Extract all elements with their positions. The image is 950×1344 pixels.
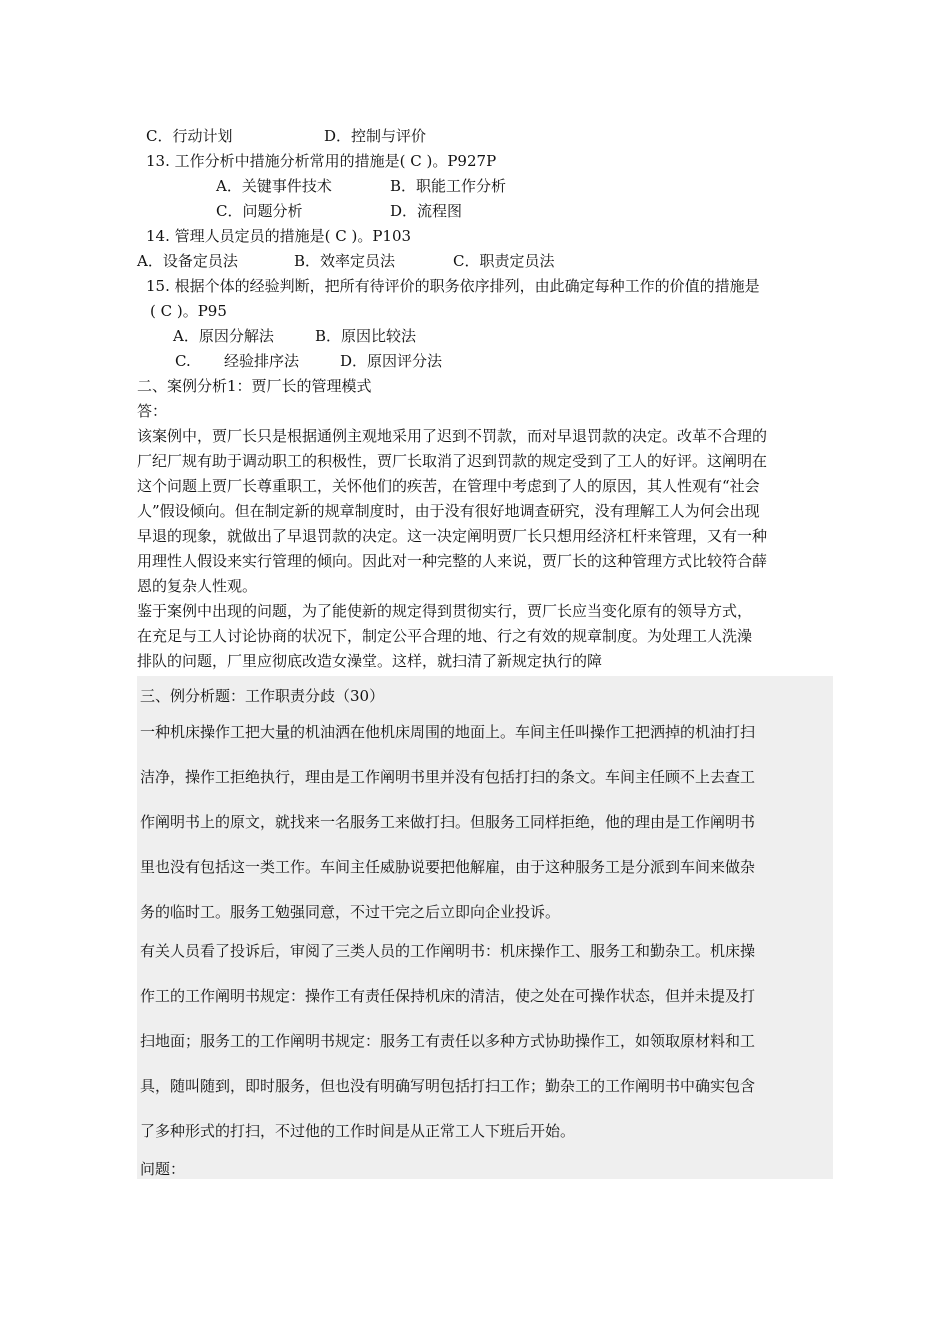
case2-line: 里也没有包括这一类工作。车间主任威胁说要把他解雇，由于这种服务工是分派到车间来做杂	[140, 858, 756, 876]
case1-line: 该案例中，贾厂长只是根据通例主观地采用了迟到不罚款，而对早退罚款的决定。改革不合理的	[137, 427, 768, 445]
case2-line: 务的临时工。服务工勉强同意，不过干完之后立即向企业投诉。	[140, 903, 561, 921]
case1-line: 人”假设倾向。但在制定新的规章制度时，由于没有很好地调查研究，没有理解工人为何会出现	[137, 502, 760, 520]
case2-line: 洁净，操作工拒绝执行，理由是工作阐明书里并没有包括打扫的条文。车间主任顾不上去查工	[140, 768, 756, 786]
q14-stem: 14. 管理人员定员的措施是( C )。P103	[146, 227, 412, 245]
case1-line: 排队的问题，厂里应彻底改造女澡堂。这样，就扫清了新规定执行的障	[137, 652, 603, 670]
case2-line: 作工的工作阐明书规定：操作工有责任保持机床的清洁，使之处在可操作状态，但并未提及打	[140, 987, 756, 1005]
case2-line: 作阐明书上的原文，就找来一名服务工来做打扫。但服务工同样拒绝，他的理由是工作阐明书	[140, 813, 756, 831]
case2-question-label: 问题：	[140, 1160, 186, 1178]
q14-option-b: B．效率定员法	[294, 252, 396, 270]
q13-option-c: C．问题分析	[216, 202, 303, 220]
q15-stem-cont: ( C )。P95	[150, 302, 227, 320]
case1-answer-label: 答：	[137, 402, 168, 420]
q13-option-a: A．关键事件技术	[216, 177, 332, 195]
q15-option-c: 经验排序法	[224, 352, 300, 370]
q15-option-a: A．原因分解法	[173, 327, 274, 345]
q14-option-a: A．设备定员法	[137, 252, 238, 270]
case2-line: 扫地面；服务工的工作阐明书规定：服务工有责任以多种方式协助操作工，如领取原材料和工	[140, 1032, 756, 1050]
q12-option-d: D．控制与评价	[324, 127, 427, 145]
q15-option-c-prefix: C.	[175, 352, 191, 370]
case2-line: 一种机床操作工把大量的机油洒在他机床周围的地面上。车间主任叫操作工把洒掉的机油打扫	[140, 723, 756, 741]
case1-line: 恩的复杂人性观。	[137, 577, 258, 595]
q13-stem: 13. 工作分析中措施分析常用的措施是( C )。P927P	[146, 152, 497, 170]
case1-line: 在充足与工人讨论协商的状况下，制定公平合理的地、行之有效的规章制度。为处理工人洗澡	[137, 627, 753, 645]
q15-stem: 15. 根据个体的经验判断，把所有待评价的职务依序排列，由此确定每种工作的价值的措施是	[146, 277, 760, 295]
q12-option-c: C．行动计划	[146, 127, 233, 145]
case1-heading: 二、案例分析1：贾厂长的管理模式	[137, 377, 372, 395]
q15-option-b: B．原因比较法	[315, 327, 417, 345]
case2-shaded-block	[137, 676, 833, 1179]
case2-line: 具，随叫随到，即时服务，但也没有明确写明包括打扫工作；勤杂工的工作阐明书中确实包含	[140, 1077, 756, 1095]
case1-line: 厂纪厂规有助于调动职工的积极性，贾厂长取消了迟到罚款的规定受到了工人的好评。这阐明在	[137, 452, 768, 470]
case2-line: 有关人员看了投诉后，审阅了三类人员的工作阐明书：机床操作工、服务工和勤杂工。机床操	[140, 942, 756, 960]
case1-line: 鉴于案例中出现的问题，为了能使新的规定得到贯彻实行，贾厂长应当变化原有的领导方式，	[137, 602, 753, 620]
q15-option-d: D．原因评分法	[340, 352, 443, 370]
case1-line: 这个问题上贾厂长尊重职工，关怀他们的疾苦，在管理中考虑到了人的原因，其人性观有“社会	[137, 477, 760, 495]
q13-option-d: D．流程图	[390, 202, 463, 220]
q13-option-b: B．职能工作分析	[390, 177, 507, 195]
case2-line: 了多种形式的打扫，不过他的工作时间是从正常工人下班后开始。	[140, 1122, 576, 1140]
case2-heading: 三、例分析题：工作职责分歧（30）	[140, 687, 385, 705]
case1-line: 早退的现象，就做出了早退罚款的决定。这一决定阐明贾厂长只想用经济杠杆来管理，又有一种	[137, 527, 768, 545]
case1-line: 用理性人假设来实行管理的倾向。因此对一种完整的人来说，贾厂长的这种管理方式比较符合薛	[137, 552, 768, 570]
q14-option-c: C．职责定员法	[453, 252, 555, 270]
